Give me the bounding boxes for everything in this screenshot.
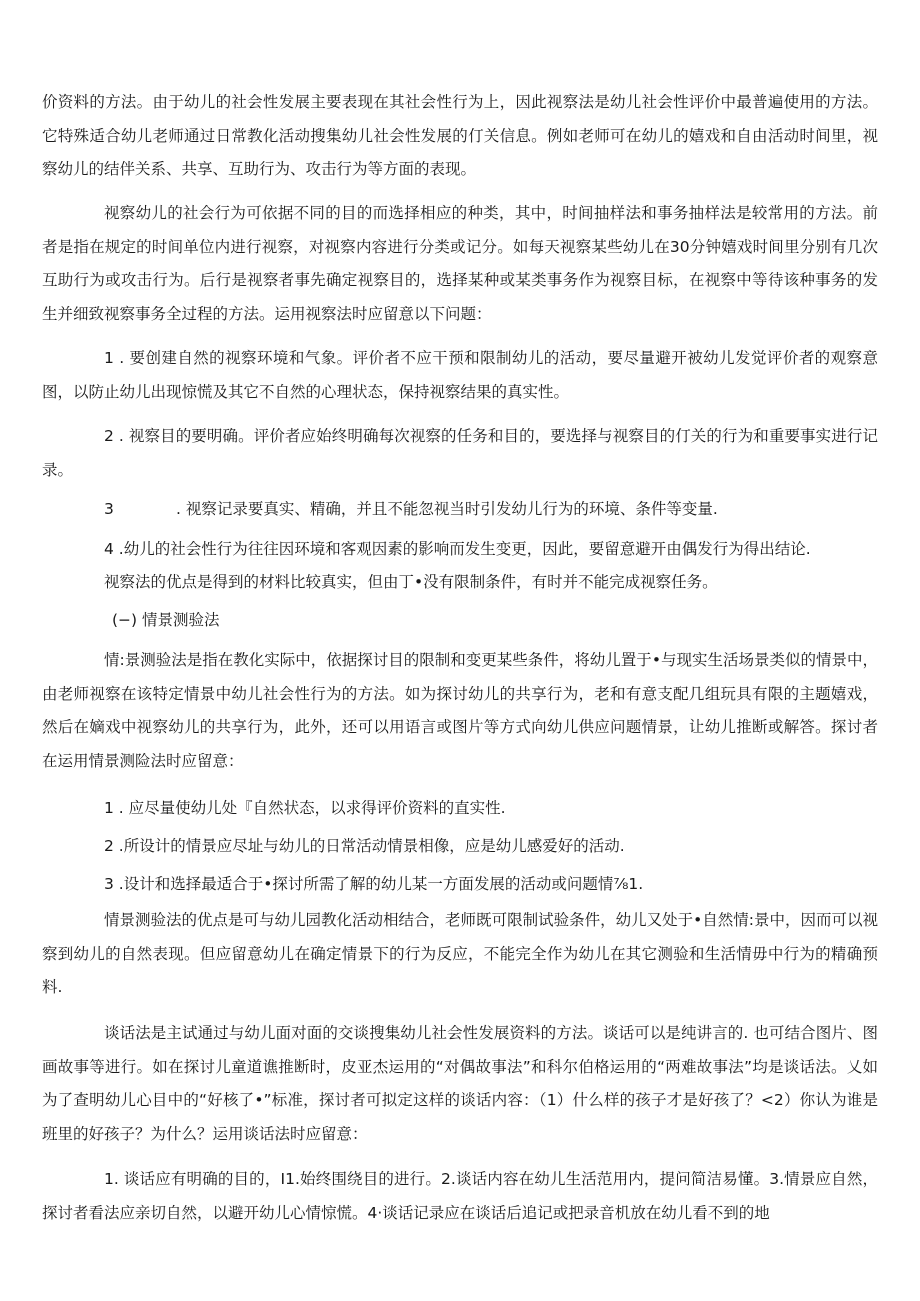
list-item-number-3: 3 — [104, 500, 114, 518]
paragraph-observation-method-intro: 价资料的方法。由于幼儿的社会性发展主要表现在其社会性行为上，因此视察法是幼儿社会性评价中最普遍使用的方法。它特殊适合幼儿老师通过日常教化活动搜集幼儿社会性发展的仃关信息。例如老师可在幼儿的嬉戏和自由活动时间里，视察幼儿的结伴关系、共享、互助行为、攻击行为等方面的表现。 — [42, 93, 878, 178]
paragraph-interview-method: 谈话法是主试通过与幼儿面对面的交谈搜集幼儿社会性发展资料的方法。谈话可以是纯讲言的. 也可结合图片、图画故事等进行。如在探讨儿童道谯推断时，皮亚杰运用的“对偶故事法”和科尔伯格运用的“两难故事法”均是谈话法。乂如为了查明幼儿心目中的“好核了•”标准，探讨者可拟定这样的谈话内容：（1）什么样的孩子才是好孩了？<2）你认为谁是班里的好孩子？为什么？运用谈话法时应留意： — [42, 1024, 878, 1143]
list-item-accurate-record: . 视察记录要真实、精确，并且不能忽视当时引发幼儿行为的环境、条件等变量. — [176, 500, 718, 518]
paragraph-observation-advantages: 视察法的优点是得到的材料比较真实，但由丁•没有限制条件，有时并不能完成视察任务。 — [104, 573, 718, 591]
paragraph-situational-test-advantages: 情景测验法的优点是可与幼儿园教化活动相结合，老师既可限制试验条件，幼儿又处于•自然情:景中，因而可以视察到幼儿的自然表现。但应留意幼儿在确定情景下的行为反应，不能完全作为幼儿在其它测验和生活情毋中行为的精确预料. — [42, 911, 878, 996]
list-item-natural-environment: 1 . 要创建自然的视察环境和气象。评价者不应干预和限制幼儿的活动，要尽量避开被幼儿发觉评价者的观察意图，以防止幼儿出现惊慌及其它不自然的心理状态，保持视察结果的真实性。 — [42, 349, 878, 401]
paragraph-observation-sampling: 视察幼儿的社会行为可依据不同的目的而选择相应的种类，其中，时间抽样法和事务抽样法是较常用的方法。前者是指在规定的时间单位内进行视察，对视察内容进行分类或记分。如每天视察某些幼儿在30分钟嬉戏时间里分别有几次互助行为或攻击行为。后行是视察者事先确定视察目的，选择某种或某类事务作为视察目标，在视察中等待该种事务的发生并细致视察事务全过程的方法。运用视察法时应留意以下问题： — [42, 204, 878, 323]
list-item-clear-purpose: 2 . 视察目的要明确。评价者应始终明确每次视察的任务和目的，要选择与视察目的仃关的行为和重要事实进行记录。 — [42, 427, 878, 479]
paragraph-situational-test-definition: 情:景测验法是指在教化实际中，依据探讨目的限制和变更某些条件，将幼儿置于•与现实生活场景类似的情景中，由老师视察在该特定情景中幼儿社会性行为的方法。如为探讨幼儿的共享行为，老和有意支配几组玩具有限的主题嬉戏，然后在嫡戏中视察幼儿的共享行为，此外，还可以用语言或图片等方式向幼儿供应问题情景，让幼儿推断或解答。探讨者在运用情景测险法时应留意： — [42, 651, 878, 770]
paragraph-interview-notes: 1. 谈话应有明确的目的，I1.始终围绕目的进行。2.谈话内容在幼儿生活范用内，提问简洁易懂。3.情景应自然，探讨者看法应亲切自然，以避开幼儿心情惊慌。4·谈话记录应在谈话后追记或把录音机放在幼儿看不到的地 — [42, 1170, 878, 1222]
list-item-suitable-activity: 3 .设计和选择最适合于•探讨所需了解的幼儿某一方面发展的活动或问题情⅞1. — [104, 875, 644, 893]
list-item-avoid-chance-behavior: 4 .幼儿的社会性行为往往因环境和客观因素的影响而发生变更，因此，要留意避开由偶发行为得出结论. — [104, 540, 811, 558]
section-heading-situational-test: (−) 情景测验法 — [112, 611, 220, 629]
list-item-daily-activity: 2 .所设计的情景应尽址与幼儿的日常活动情景相像，应是幼儿感爱好的活动. — [104, 837, 625, 855]
list-item-natural-state: 1 . 应尽量使幼儿处『自然状态，以求得评价资料的直实性. — [104, 799, 506, 817]
